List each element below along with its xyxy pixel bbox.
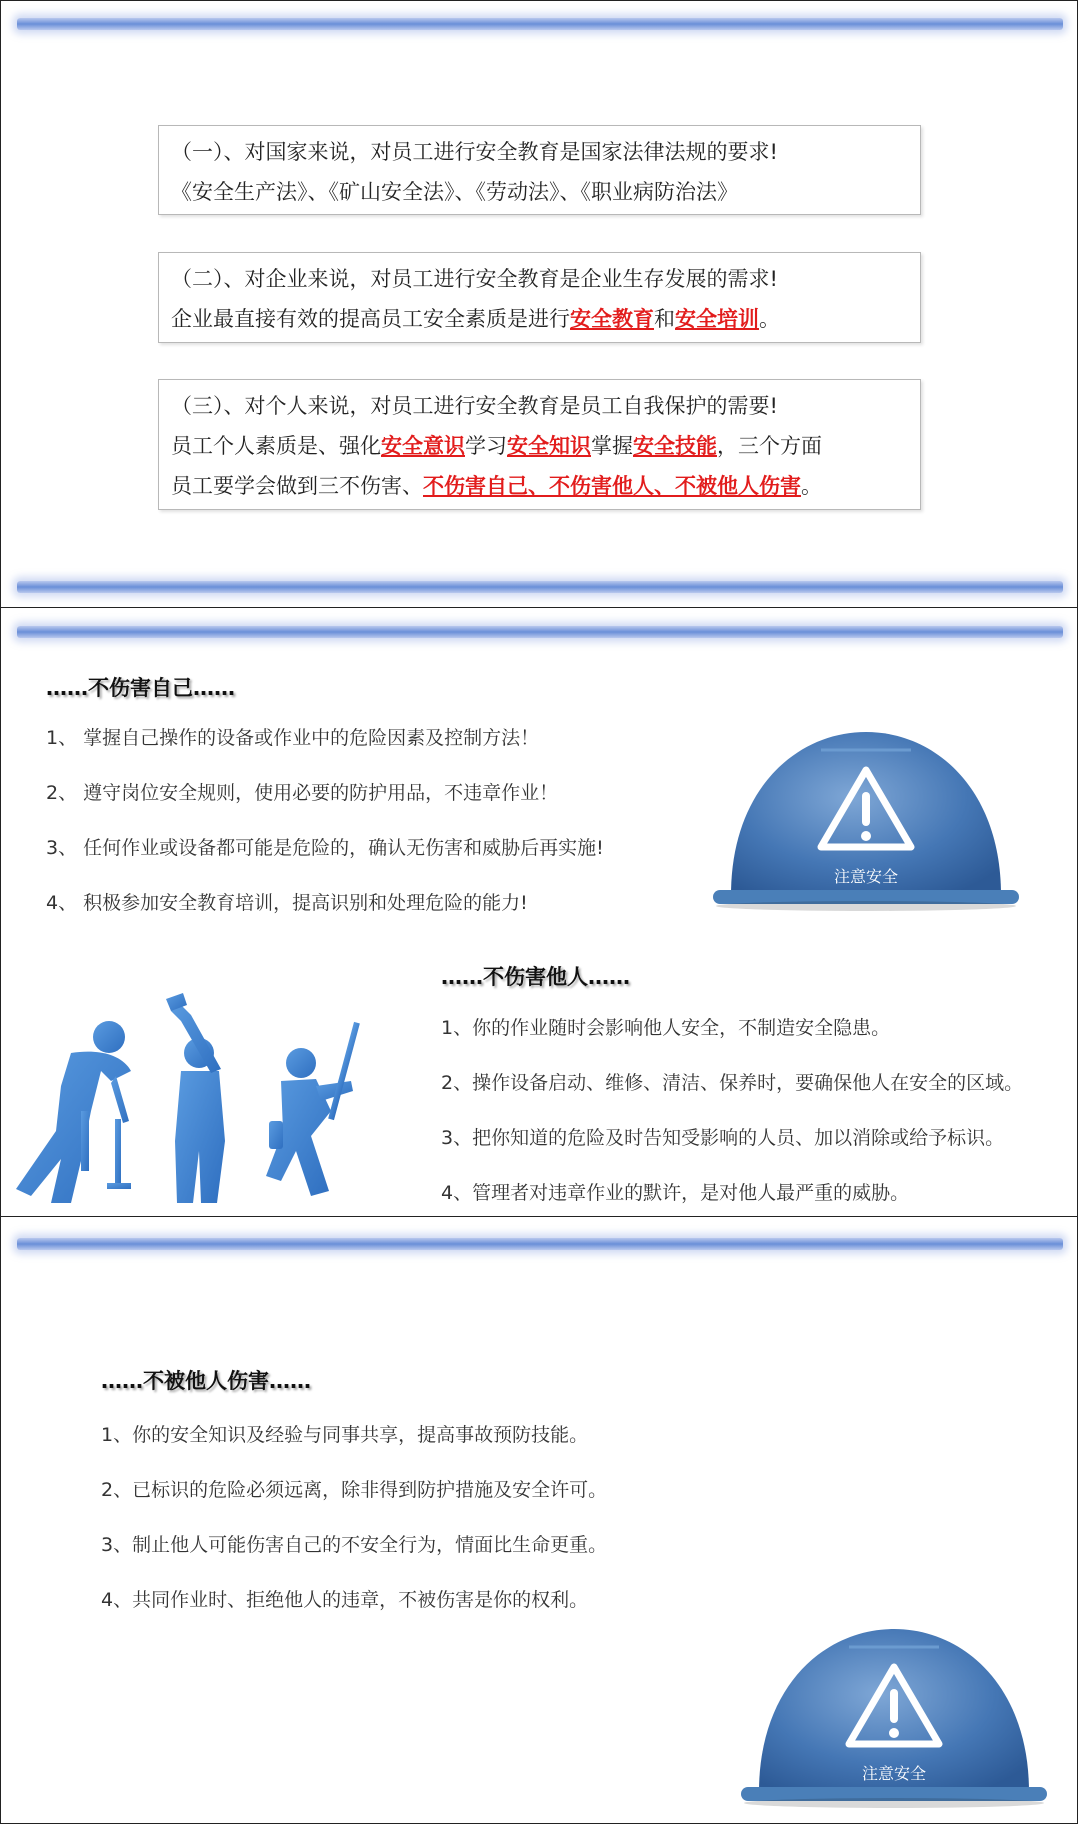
safety-helmet-icon xyxy=(701,720,1031,920)
box3-text-f: 。 xyxy=(801,474,822,498)
highlight-safety-awareness: 安全意识 xyxy=(381,434,465,458)
heading-not-harmed-by-others: ……不被他人伤害…… xyxy=(101,1369,311,1393)
heading-no-harm-self: ……不伤害自己…… xyxy=(46,676,235,700)
safety-helmet-icon xyxy=(729,1617,1059,1817)
highlight-safety-knowledge: 安全知识 xyxy=(507,434,591,458)
box-personal xyxy=(158,379,921,510)
list-no-harm-self xyxy=(46,723,604,943)
box2-text-b: 和 xyxy=(654,307,675,331)
list-item: 3、把你知道的危险及时告知受影响的人员、加以消除或给予标识。 xyxy=(441,1127,1005,1149)
workers-illustration-icon xyxy=(11,991,381,1206)
list-not-harmed-by-others xyxy=(101,1420,607,1640)
list-item: 2、已标识的危险必须远离，除非得到防护措施及安全许可。 xyxy=(101,1479,608,1501)
list-item: 1、你的安全知识及经验与同事共享，提高事故预防技能。 xyxy=(101,1424,589,1446)
helmet-label: 注意安全 xyxy=(833,867,899,886)
top-decor-bar xyxy=(17,18,1063,30)
box1-line2: 《安全生产法》、《矿山安全法》、《劳动法》、《职业病防治法》 xyxy=(171,180,738,204)
box2-line1: （二）、对企业来说，对员工进行安全教育是企业生存发展的需求! xyxy=(171,267,778,291)
top-decor-bar xyxy=(17,626,1063,638)
heading-no-harm-others: ……不伤害他人…… xyxy=(441,965,630,989)
box3-text-c: 掌握 xyxy=(591,434,633,458)
list-item: 1、你的作业随时会影响他人安全，不制造安全隐患。 xyxy=(441,1017,891,1039)
list-no-harm-others xyxy=(441,1013,1023,1217)
list-item: 2、操作设备启动、维修、清洁、保养时，要确保他人在安全的区域。 xyxy=(441,1072,1024,1094)
box-national-law xyxy=(158,125,921,215)
helmet-label: 注意安全 xyxy=(861,1764,927,1783)
list-item: 4、管理者对违章作业的默许，是对他人最严重的威胁。 xyxy=(441,1182,910,1204)
box3-text-b: 学习 xyxy=(465,434,507,458)
box2-text-a: 企业最直接有效的提高员工安全素质是进行 xyxy=(171,307,570,331)
box3-line2 xyxy=(171,426,908,466)
box-enterprise xyxy=(158,252,921,343)
box3-text-d: ，三个方面 xyxy=(717,434,822,458)
slide-2 xyxy=(0,607,1078,1217)
box2-text-c: 。 xyxy=(759,307,780,331)
list-item: 4、 积极参加安全教育培训，提高识别和处理危险的能力! xyxy=(46,892,528,914)
slide-3 xyxy=(0,1216,1078,1824)
list-item: 3、 任何作业或设备都可能是危险的，确认无伤害和威胁后再实施! xyxy=(46,837,604,859)
box2-line2 xyxy=(171,299,908,339)
top-decor-bar xyxy=(17,1238,1063,1250)
box1-line1: （一）、对国家来说，对员工进行安全教育是国家法律法规的要求! xyxy=(171,140,778,164)
list-item: 3、制止他人可能伤害自己的不安全行为，情面比生命更重。 xyxy=(101,1534,608,1556)
box3-line1: （三）、对个人来说，对员工进行安全教育是员工自我保护的需要! xyxy=(171,394,778,418)
box3-line3 xyxy=(171,466,908,506)
box3-text-e: 员工要学会做到三不伤害、 xyxy=(171,474,423,498)
highlight-safety-education: 安全教育 xyxy=(570,307,654,331)
highlight-safety-skills: 安全技能 xyxy=(633,434,717,458)
box3-text-a: 员工个人素质是、强化 xyxy=(171,434,381,458)
highlight-three-no-harm: 不伤害自己、不伤害他人、不被他人伤害 xyxy=(423,474,801,498)
slide-1 xyxy=(0,0,1078,608)
list-item: 4、共同作业时、拒绝他人的违章，不被伤害是你的权利。 xyxy=(101,1589,589,1611)
list-item: 2、 遵守岗位安全规则，使用必要的防护用品，不违章作业！ xyxy=(46,782,559,804)
bottom-decor-bar xyxy=(17,581,1063,593)
list-item: 1、 掌握自己操作的设备或作业中的危险因素及控制方法！ xyxy=(46,727,540,749)
highlight-safety-training: 安全培训 xyxy=(675,307,759,331)
